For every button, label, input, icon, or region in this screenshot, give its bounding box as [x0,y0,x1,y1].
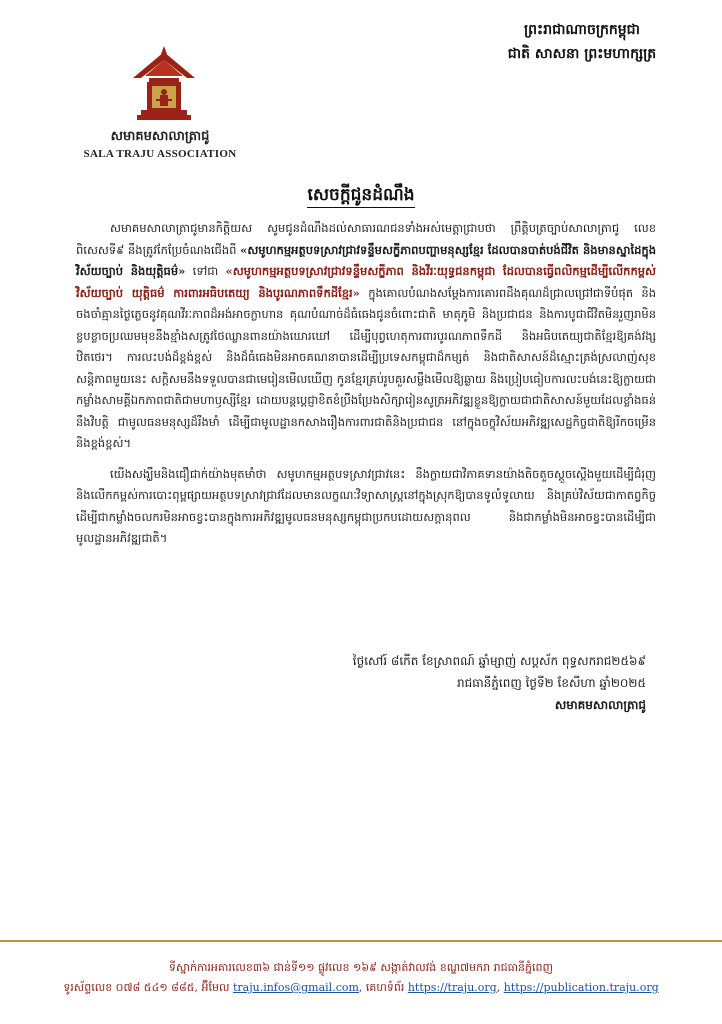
p1-rest: ក្នុងគោលបំណងសម្តែងការគោរពដឹងគុណដ៏ជ្រាលជ្រៅជាទីបំផុត និងចងចាំគ្មានថ្ងៃភ្លេចនូវគុណវីរៈភាពដ៏អង់អាចក្លាហាន គុណបំណាច់ដ៏ធំធេងជូនចំពោះជាតិ មាតុភូមិ និងប្រជាជន និងការបូជាជីវិតមិនរួញរាមិនខ្លបខ្លាចប្រឈមមុខនឹងខ្មាំងសត្រូវថៃឈ្លានពានយ៉ាងឃោរឃៅ ដើម្បីបុព្វហេតុការពារបូរណភាពទឹកដី និងអធិបតេយ្យជាតិខ្មែរឱ្យគង់វង្សឋិតថេរ។ ការលះបង់ដ៏ខ្ពង់ខ្ពស់ និងដ៏ធំធេងមិនអាចគណនាបានដើម្បីប្រទេសកម្ពុជាដ៏កម្សត់ និងជាតិសាសន៍ដ៏ស្មោះត្រង់ស្រលាញ់សុខសន្តិភាពមួយនេះ សក្តិសមនឹងទទួលបានជាមេរៀនមើលឃើញ កូនខ្មែរគ្រប់រូបគួរសម្លឹងមើលឱ្យឆ្ងាយ និងប្រៀបធៀបការលះបង់នេះឱ្យក្លាយជាកម្លាំងសាមគ្គីឯកភាពជាតិជាមហាឫស្សីខ្មែរ ដោយបន្តប្តេជ្ញាខិតខំប្រឹងប្រែងសិក្សារៀនសូត្រអភិវឌ្ឍខ្លួនឱ្យក្លាយជាជាតិសាសន៍មួយដែលខ្លាំងធន់នឹងវិបត្តិ ជាមូលធនមនុស្សដ៏រឹងមាំ ដើម្បីជាមូលដ្ឋានកសាងរឿងការពារជាតិនិងប្រជាជន នៅក្នុងចក្ខុវិស័យអភិវឌ្ឍសេដ្ឋកិច្ចជាតិឱ្យរីកចម្រើន និងខ្ពង់ខ្ពស់។ [76,285,656,450]
signoff-block [353,650,646,716]
link-separator: , [496,981,504,994]
motto-nation-religion-king: ជាតិ សាសនា ព្រះមហាក្សត្រ [507,46,657,62]
old-title: «សមូហកម្មអត្ថបទស្រាវជ្រាវទន្ទឹមសក្ខីភាពបញ្ហាមនុស្សខ្មែរ ដែលបានបាត់បង់ជីវិត និងមានស្នាដៃក្នុងវិស័យច្បាប់ និងយុត្តិធម៌» [76,242,656,278]
pavilion-logo-icon [125,44,203,128]
email-link[interactable]: traju.infos@gmail.com [232,981,359,994]
org-name-khmer: សមាគមសាលាត្រាជូ [110,129,210,144]
p1-join: ទៅជា [192,264,226,278]
footer-contact [0,978,722,998]
website-link-2[interactable]: https://publication.traju.org [503,981,659,994]
paragraph-2: យើងសង្ឃឹមនិងជឿជាក់យ៉ាងមុតមាំថា សមូហកម្មអត្ថបទស្រាវជ្រាវនេះ នឹងក្លាយជាវិភាគទានយ៉ាងតិចតួចស្តួចស្តើងមួយដើម្បីជំរុញ និងលើកកម្ពស់ការបោះពុម្ពផ្សាយអត្ថបទស្រាវជ្រាវដែលមានលក្ខណៈវិទ្យាសាស្ត្រនៅក្នុងស្រុកឱ្យបានទូលំទូលាយ និងគ្រប់វិស័យជាកាតព្វកិច្ច ដើម្បីជាកម្លាំងចលករមិនអាចខ្វះបានក្នុងការអភិវឌ្ឍមូលធនមនុស្សកម្ពុជាប្រកបដោយសក្តានុពល និងជាកម្លាំងមិនអាចខ្វះបានដើម្បីជាមូលដ្ឋានអភិវឌ្ឍជាតិ។ [76,466,656,545]
footer-address: ទីស្នាក់ការអគារលេខ៣៦ ជាន់ទី១១ ផ្លូវលេខ ១៦៩ សង្កាត់វាលវង់ ខណ្ឌ៧មករា រាជធានីភ្នំពេញ [169,961,553,974]
signoff-organization: សមាគមសាលាត្រាជូ [554,698,646,712]
solar-date: រាជធានីភ្នំពេញ ថ្ងៃទី២ ខែសីហា ឆ្នាំ២០២៥ [457,676,646,690]
org-name-english: SALA TRAJU ASSOCIATION [83,148,237,160]
notice-title-text: សេចក្តីជូនដំណឹង [307,185,414,208]
notice-body [76,218,656,559]
website-link-1[interactable]: https://traju.org [407,981,497,994]
p1-intro: សមាគមសាលាត្រាជូមានកិត្តិយស សូមជូនដំណឹងដល់សាធារណជនទាំងអស់មេត្តាជ្រាបថា ព្រឹត្តិបត្រច្បាប់សាលាត្រាជូ លេខពិសេសទី៩ នឹងត្រូវកែប្រែចំណងជើងពី [76,221,656,257]
paragraph-1 [76,218,656,455]
national-motto [472,18,692,66]
footer-phone: ទូរស័ព្ទលេខ ០៧៨ ៥៤១ ៨៨៥, អ៊ីមែល [63,981,233,994]
motto-kingdom: ព្រះរាជាណាចក្រកម្ពុជា [523,22,640,38]
notice-title [0,184,722,209]
website-prefix: , គេហទំព័រ [358,981,408,994]
footer-divider [0,940,722,942]
new-title: «សមូហកម្មអត្ថបទស្រាវជ្រាវទន្ទឹមសក្ខីភាព និងវីរៈយុទ្ធជនកម្ពុជា ដែលបានធ្វើពលិកម្មដើម្បីលើកកម្ពស់វិស័យច្បាប់ យុត្តិធម៌ ការពារអធិបតេយ្យ និងបូរណភាពទឹកដីខ្មែរ» [76,264,657,300]
footer [0,958,722,998]
lunar-date: ថ្ងៃសៅរ៍ ៨កើត ខែស្រាពណ៍ ឆ្នាំម្សាញ់ សប្តស័ក ពុទ្ធសករាជ២៥៦៩ [352,654,646,668]
